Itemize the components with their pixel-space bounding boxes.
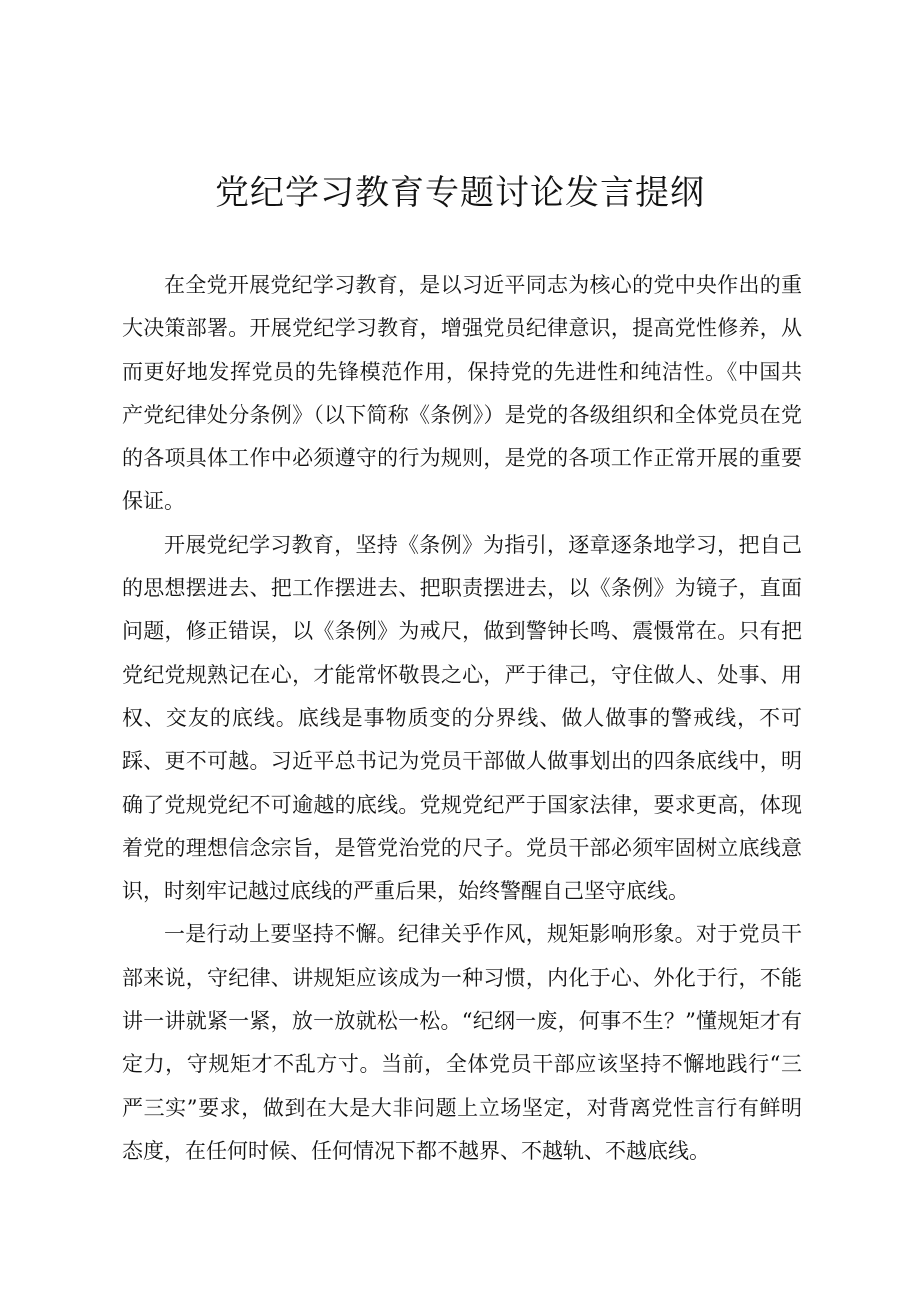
paragraph-bottom-line: 开展党纪学习教育，坚持《条例》为指引，逐章逐条地学习，把自己的思想摆进去、把工作摆进去、把职责摆进去，以《条例》为镜子，直面问题，修正错误，以《条例》为戒尺，做到警钟长鸣、震慑常在。只有把党纪党规熟记在心，才能常怀敬畏之心，严于律己，守住做人、处事、用权、交友的底线。底线是事物质变的分界线、做人做事的警戒线，不可踩、更不可越。习近平总书记为党员干部做人做事划出的四条底线中，明确了党规党纪不可逾越的底线。党规党纪严于国家法律，要求更高，体现着党的理想信念宗旨，是管党治党的尺子。党员干部必须牢固树立底线意识，时刻牢记越过底线的严重后果，始终警醒自己坚守底线。 [122, 532, 802, 904]
paragraph-persistence: 一是行动上要坚持不懈。纪律关乎作风，规矩影响形象。对于党员干部来说，守纪律、讲规矩应该成为一种习惯，内化于心、外化于行，不能讲一讲就紧一紧，放一放就松一松。“纪纲一废，何事不生？”懂规矩才有定力，守规矩才不乱方寸。当前，全体党员干部应该坚持不懈地践行“三严三实”要求，做到在大是大非问题上立场坚定，对背离党性言行有鲜明态度，在任何时候、任何情况下都不越界、不越轨、不越底线。 [122, 922, 802, 1163]
paragraph-intro: 在全党开展党纪学习教育，是以习近平同志为核心的党中央作出的重大决策部署。开展党纪学习教育，增强党员纪律意识，提高党性修养，从而更好地发挥党员的先锋模范作用，保持党的先进性和纯洁性。《中国共产党纪律处分条例》（以下简称《条例》）是党的各级组织和全体党员在党的各项具体工作中必须遵守的行为规则，是党的各项工作正常开展的重要保证。 [122, 273, 802, 514]
document-body [122, 264, 802, 1173]
document-title: 党纪学习教育专题讨论发言提纲 [215, 173, 705, 213]
